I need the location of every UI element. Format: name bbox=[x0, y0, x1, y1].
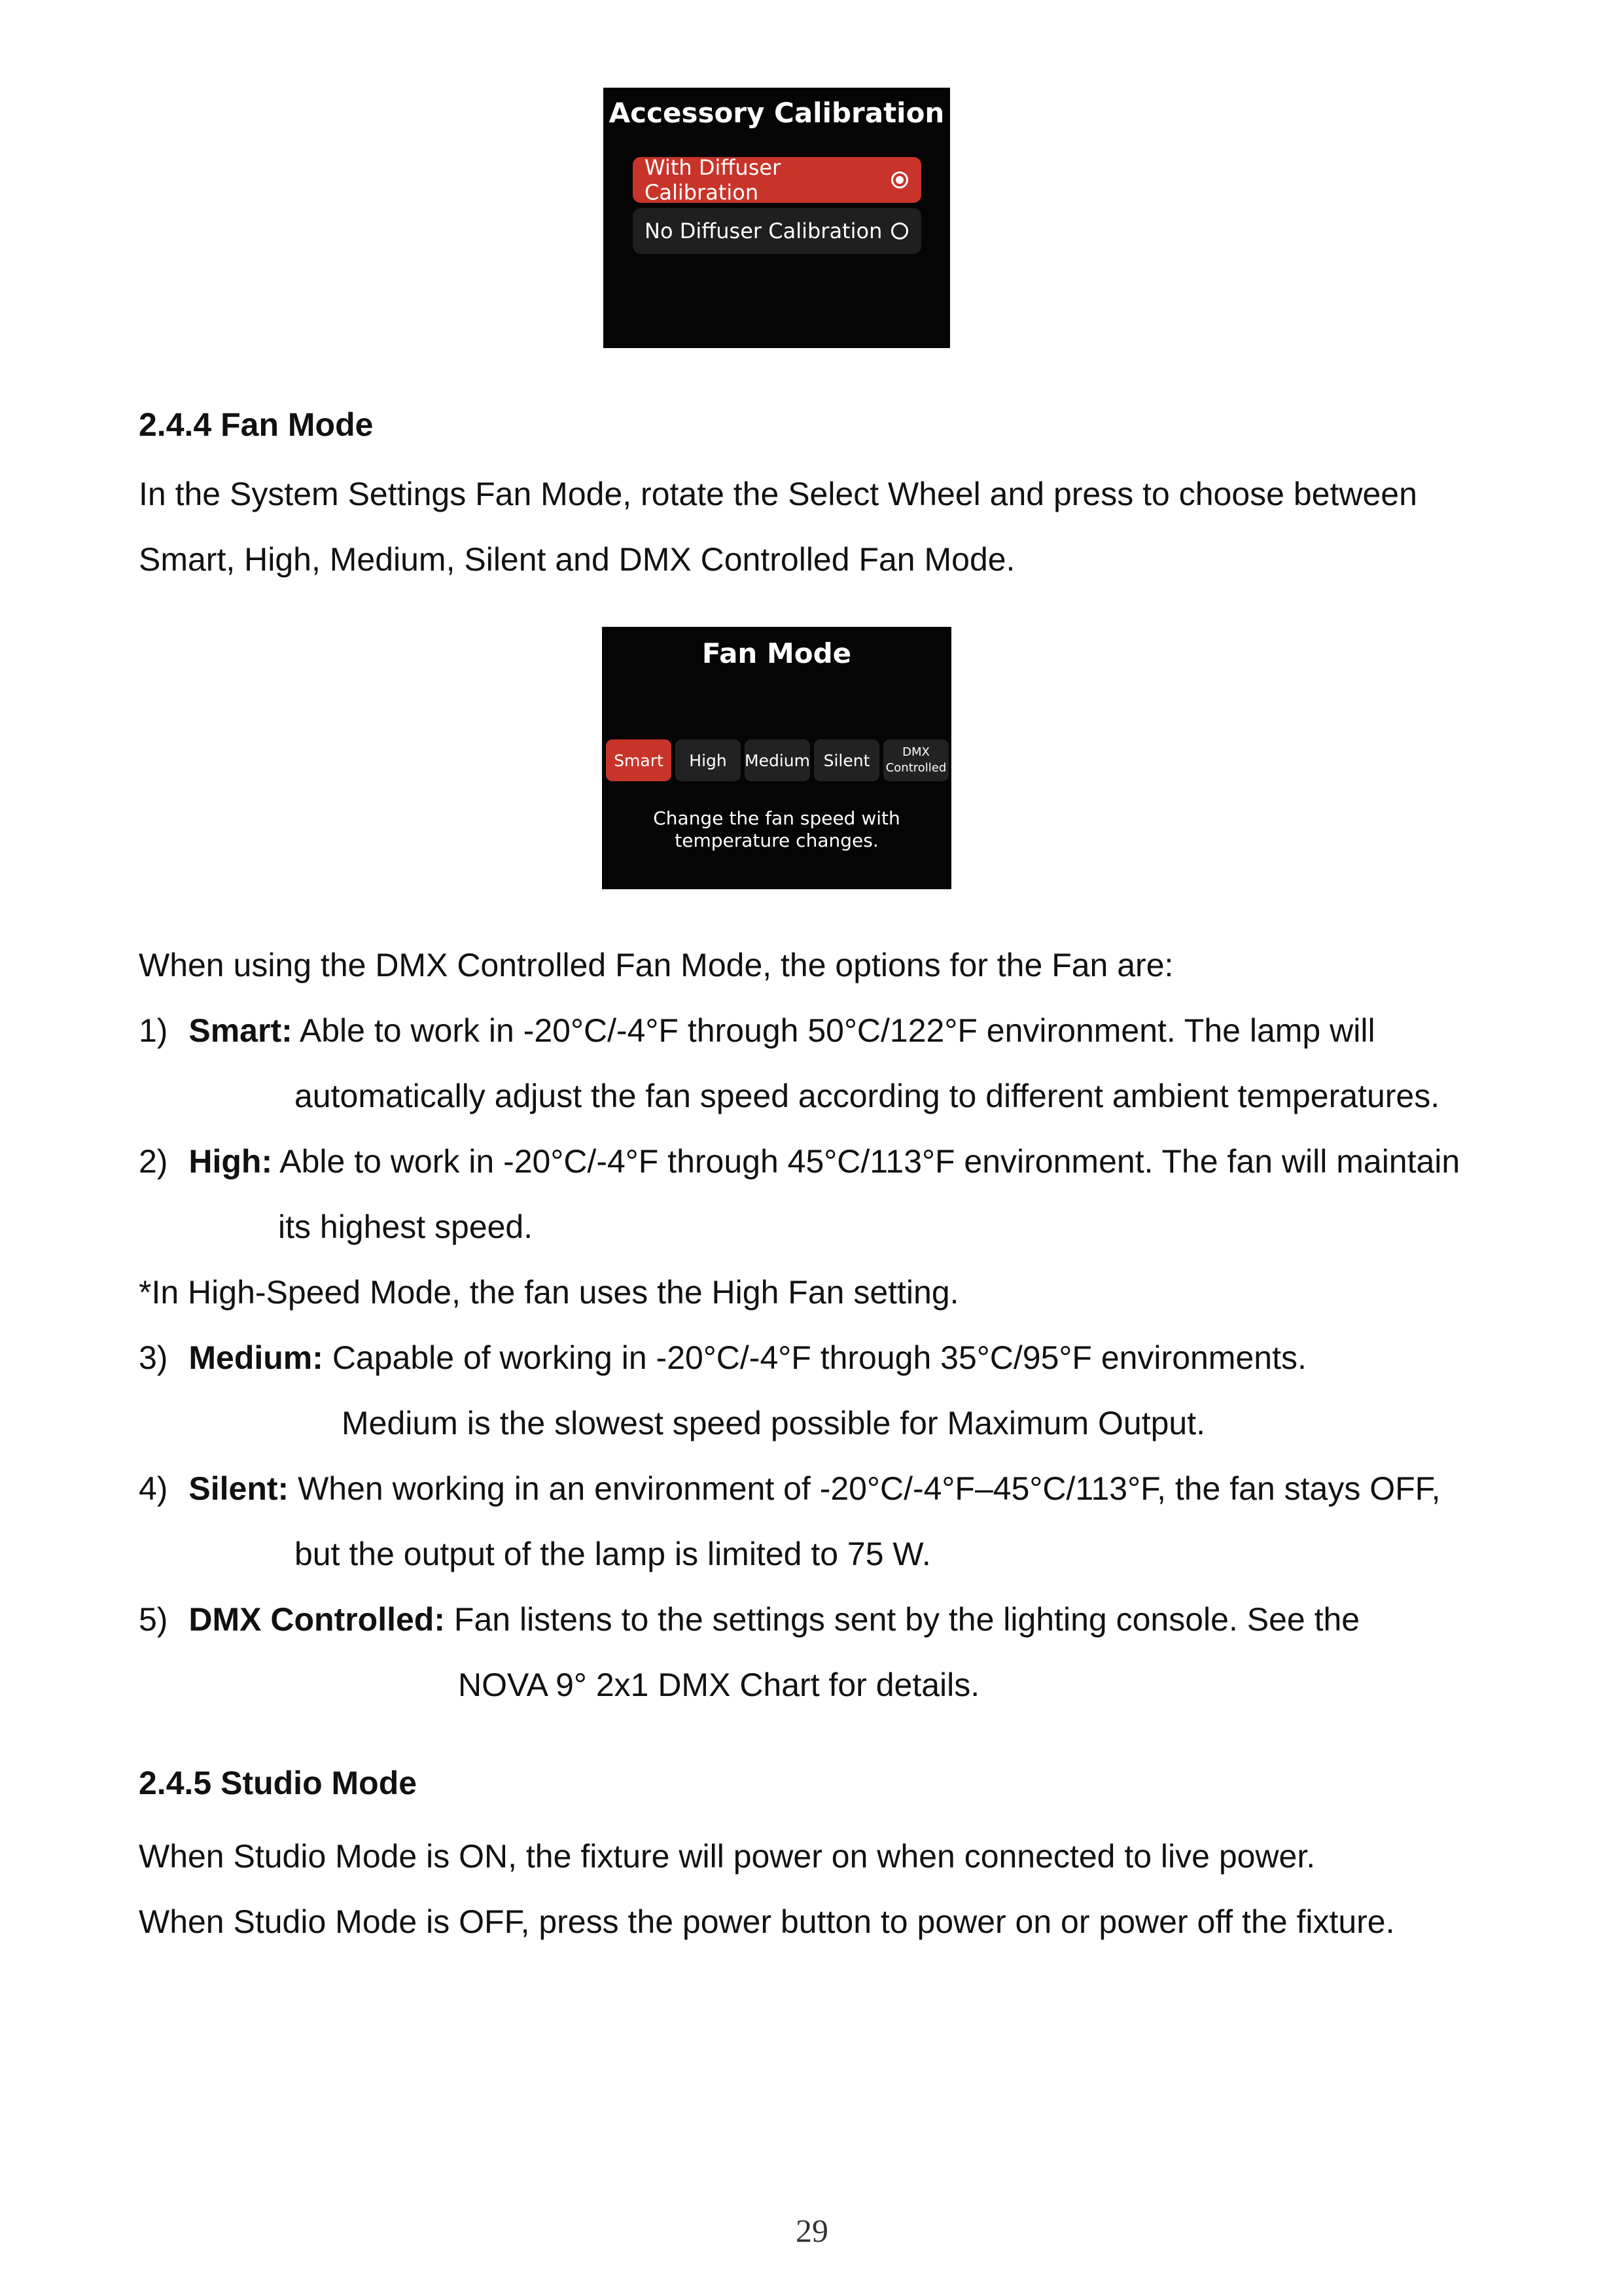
fan-description-line-1: Change the fan speed with bbox=[653, 807, 900, 829]
fan-description-line-2: temperature changes. bbox=[675, 830, 879, 851]
fan-mode-screen bbox=[602, 627, 951, 889]
option-number: 2) bbox=[139, 1143, 168, 1180]
fan-dmx-label-line-1: DMX bbox=[902, 745, 930, 759]
fan-option-silent-continued: but the output of the lamp is limited to 75 W. bbox=[294, 1536, 931, 1572]
option-label: Smart: bbox=[188, 1012, 292, 1049]
page-number: 29 bbox=[796, 2212, 828, 2249]
option-label: High: bbox=[188, 1143, 273, 1180]
option-text: When working in an environment of -20°C/-4°F–45°C/113°F, the fan stays OFF, bbox=[289, 1470, 1441, 1507]
section-heading-fan-mode: 2.4.4 Fan Mode bbox=[139, 406, 374, 443]
section-heading-studio-mode: 2.4.5 Studio Mode bbox=[139, 1765, 417, 1801]
option-number: 3) bbox=[139, 1339, 168, 1376]
fan-option-medium-continued: Medium is the slowest speed possible for Maximum Output. bbox=[342, 1405, 1205, 1441]
studio-mode-line-1: When Studio Mode is ON, the fixture will power on when connected to live power. bbox=[139, 1838, 1316, 1875]
option-label: Silent: bbox=[188, 1470, 289, 1507]
fan-option-dmx-continued: NOVA 9° 2x1 DMX Chart for details. bbox=[458, 1667, 980, 1703]
accessory-calibration-title: Accessory Calibration bbox=[609, 97, 945, 129]
option-label: DMX Controlled: bbox=[188, 1601, 446, 1638]
fan-medium-button[interactable]: Medium bbox=[745, 739, 810, 781]
with-diffuser-calibration-label: With Diffuser Calibration bbox=[644, 155, 781, 205]
option-text: Fan listens to the settings sent by the lighting console. See the bbox=[445, 1601, 1360, 1638]
option-text: Able to work in -20°C/-4°F through 45°C/113°F environment. The fan will maintain bbox=[272, 1143, 1460, 1180]
option-number: 5) bbox=[139, 1601, 168, 1638]
fan-mode-screen-title: Fan Mode bbox=[701, 637, 852, 669]
radio-selected-icon bbox=[891, 171, 908, 188]
fan-option-smart bbox=[139, 1012, 1375, 1050]
fan-silent-button[interactable]: Silent bbox=[814, 739, 879, 781]
fan-dmx-controlled-button[interactable] bbox=[883, 739, 949, 781]
fan-options-intro: When using the DMX Controlled Fan Mode, the options for the Fan are: bbox=[139, 947, 1174, 983]
fan-intro-line-1: In the System Settings Fan Mode, rotate the Select Wheel and press to choose between bbox=[139, 476, 1417, 512]
fan-mode-description bbox=[615, 807, 938, 852]
fan-intro-line-2: Smart, High, Medium, Silent and DMX Controlled Fan Mode. bbox=[139, 541, 1015, 578]
option-number: 4) bbox=[139, 1470, 168, 1507]
no-diffuser-calibration-option[interactable] bbox=[633, 208, 921, 254]
radio-unselected-icon bbox=[891, 222, 908, 239]
option-number: 1) bbox=[139, 1012, 168, 1049]
with-diffuser-calibration-option[interactable] bbox=[633, 157, 921, 203]
no-diffuser-calibration-label: No Diffuser Calibration bbox=[644, 219, 883, 243]
fan-dmx-label-line-2: Controlled bbox=[885, 761, 947, 775]
fan-option-dmx-controlled bbox=[139, 1600, 1360, 1638]
fan-option-silent bbox=[139, 1470, 1441, 1508]
option-label: Medium: bbox=[188, 1339, 323, 1376]
accessory-calibration-screen bbox=[603, 88, 950, 348]
fan-option-medium bbox=[139, 1339, 1307, 1377]
fan-option-high-continued: its highest speed. bbox=[278, 1209, 533, 1245]
fan-smart-button[interactable]: Smart bbox=[606, 739, 671, 781]
studio-mode-line-2: When Studio Mode is OFF, press the power button to power on or power off the fixture. bbox=[139, 1903, 1395, 1940]
fan-option-smart-continued: automatically adjust the fan speed according to different ambient temperatures. bbox=[294, 1078, 1440, 1114]
fan-high-button[interactable]: High bbox=[675, 739, 741, 781]
fan-option-high bbox=[139, 1142, 1460, 1180]
option-text: Able to work in -20°C/-4°F through 50°C/122°F environment. The lamp will bbox=[292, 1012, 1375, 1049]
high-speed-note: *In High-Speed Mode, the fan uses the High Fan setting. bbox=[139, 1274, 959, 1311]
option-text: Capable of working in -20°C/-4°F through 35°C/95°F environments. bbox=[323, 1339, 1307, 1376]
